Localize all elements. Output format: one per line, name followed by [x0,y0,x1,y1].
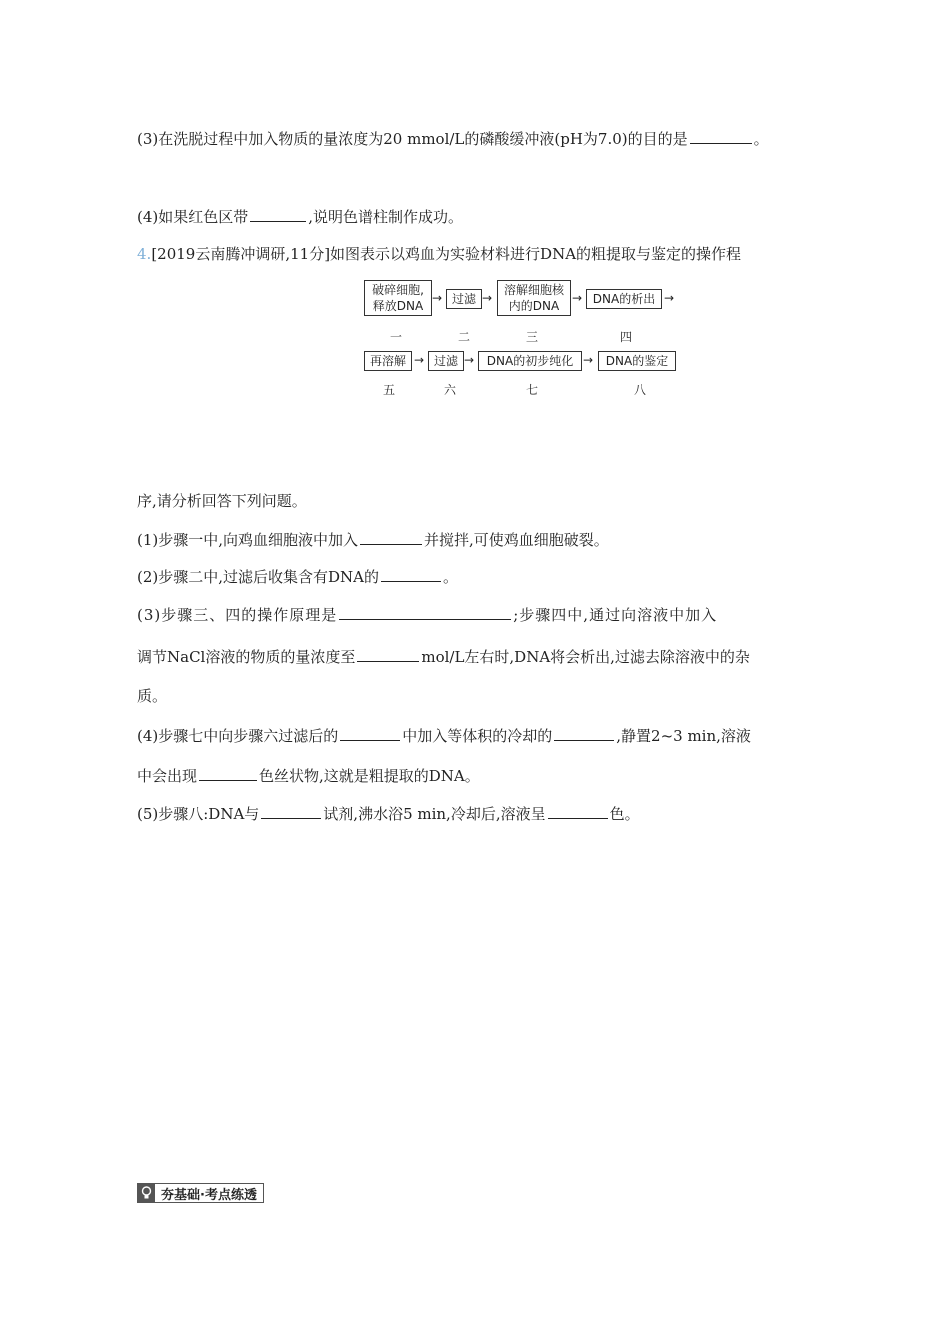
sub-question-3-cont: 调节NaCl溶液的物质的量浓度至 mol/L左右时,DNA将会析出,过滤去除溶液中的杂 [137,648,750,666]
sub-question-1: (1)步骤一中,向鸡血细胞液中加入 并搅拌,可使鸡血细胞破裂。 [137,531,609,549]
answer-blank[interactable] [360,530,422,545]
question-4: (4)如果红色区带 ,说明色谱柱制作成功。 [137,208,464,226]
answer-blank[interactable] [340,726,400,741]
step-label: 一 [390,330,403,344]
step-label: 五 [383,383,396,397]
answer-blank[interactable] [250,207,306,222]
answer-blank[interactable] [690,129,752,144]
arrow: → [572,291,583,305]
arrow: → [464,353,475,367]
problem-number: 4. [137,245,152,263]
answer-blank[interactable] [261,804,321,819]
arrow: → [414,353,425,367]
sub-question-4: (4)步骤七中向步骤六过滤后的 中加入等体积的冷却的 ,静置2~3 min,溶液 [137,727,751,745]
step-label: 八 [634,383,647,397]
lightbulb-icon [138,1184,155,1202]
arrow: → [583,353,594,367]
flow-box-5: 再溶解 [364,351,412,371]
section-title: 夯基础·考点练透 [161,1187,257,1203]
answer-blank[interactable] [199,766,257,781]
problem-4-stem-cont: 序,请分析回答下列问题。 [137,492,307,510]
sub-question-3: (3)步骤三、四的操作原理是 ;步骤四中,通过向溶液中加入 [137,606,718,624]
answer-blank[interactable] [357,647,419,662]
answer-blank[interactable] [554,726,614,741]
arrow: → [482,291,493,305]
flow-box-4: DNA的析出 [586,289,662,309]
sub-question-5: (5)步骤八:DNA与 试剂,沸水浴5 min,冷却后,溶液呈 色。 [137,805,640,823]
sub-question-4-cont: 中会出现 色丝状物,这就是粗提取的DNA。 [137,767,480,785]
sub-question-2: (2)步骤二中,过滤后收集含有DNA的 。 [137,568,459,586]
arrow: → [432,291,443,305]
arrow: → [664,291,675,305]
sub-question-3-end: 质。 [137,687,168,705]
flow-box-8: DNA的鉴定 [598,351,676,371]
step-label: 七 [526,383,539,397]
problem-4-stem: 4.[2019云南腾冲调研,11分]如图表示以鸡血为实验材料进行DNA的粗提取与鉴定的操作程 [137,245,742,263]
answer-blank[interactable] [381,567,441,582]
answer-blank[interactable] [339,605,511,620]
flow-diagram [362,280,692,400]
step-label: 六 [444,383,457,397]
flow-box-1: 破碎细胞, 释放DNA [364,280,432,316]
flow-box-6: 过滤 [428,351,464,371]
flow-box-2: 过滤 [446,289,482,309]
step-label: 二 [458,330,471,344]
answer-blank[interactable] [548,804,608,819]
flow-box-7: DNA的初步纯化 [478,351,582,371]
question-3: (3)在洗脱过程中加入物质的量浓度为20 mmol/L的磷酸缓冲液(pH为7.0)的目的是 。 [137,130,769,148]
section-header [137,1183,264,1203]
flow-box-3: 溶解细胞核 内的DNA [497,280,571,316]
step-label: 四 [620,330,633,344]
step-label: 三 [526,330,539,344]
